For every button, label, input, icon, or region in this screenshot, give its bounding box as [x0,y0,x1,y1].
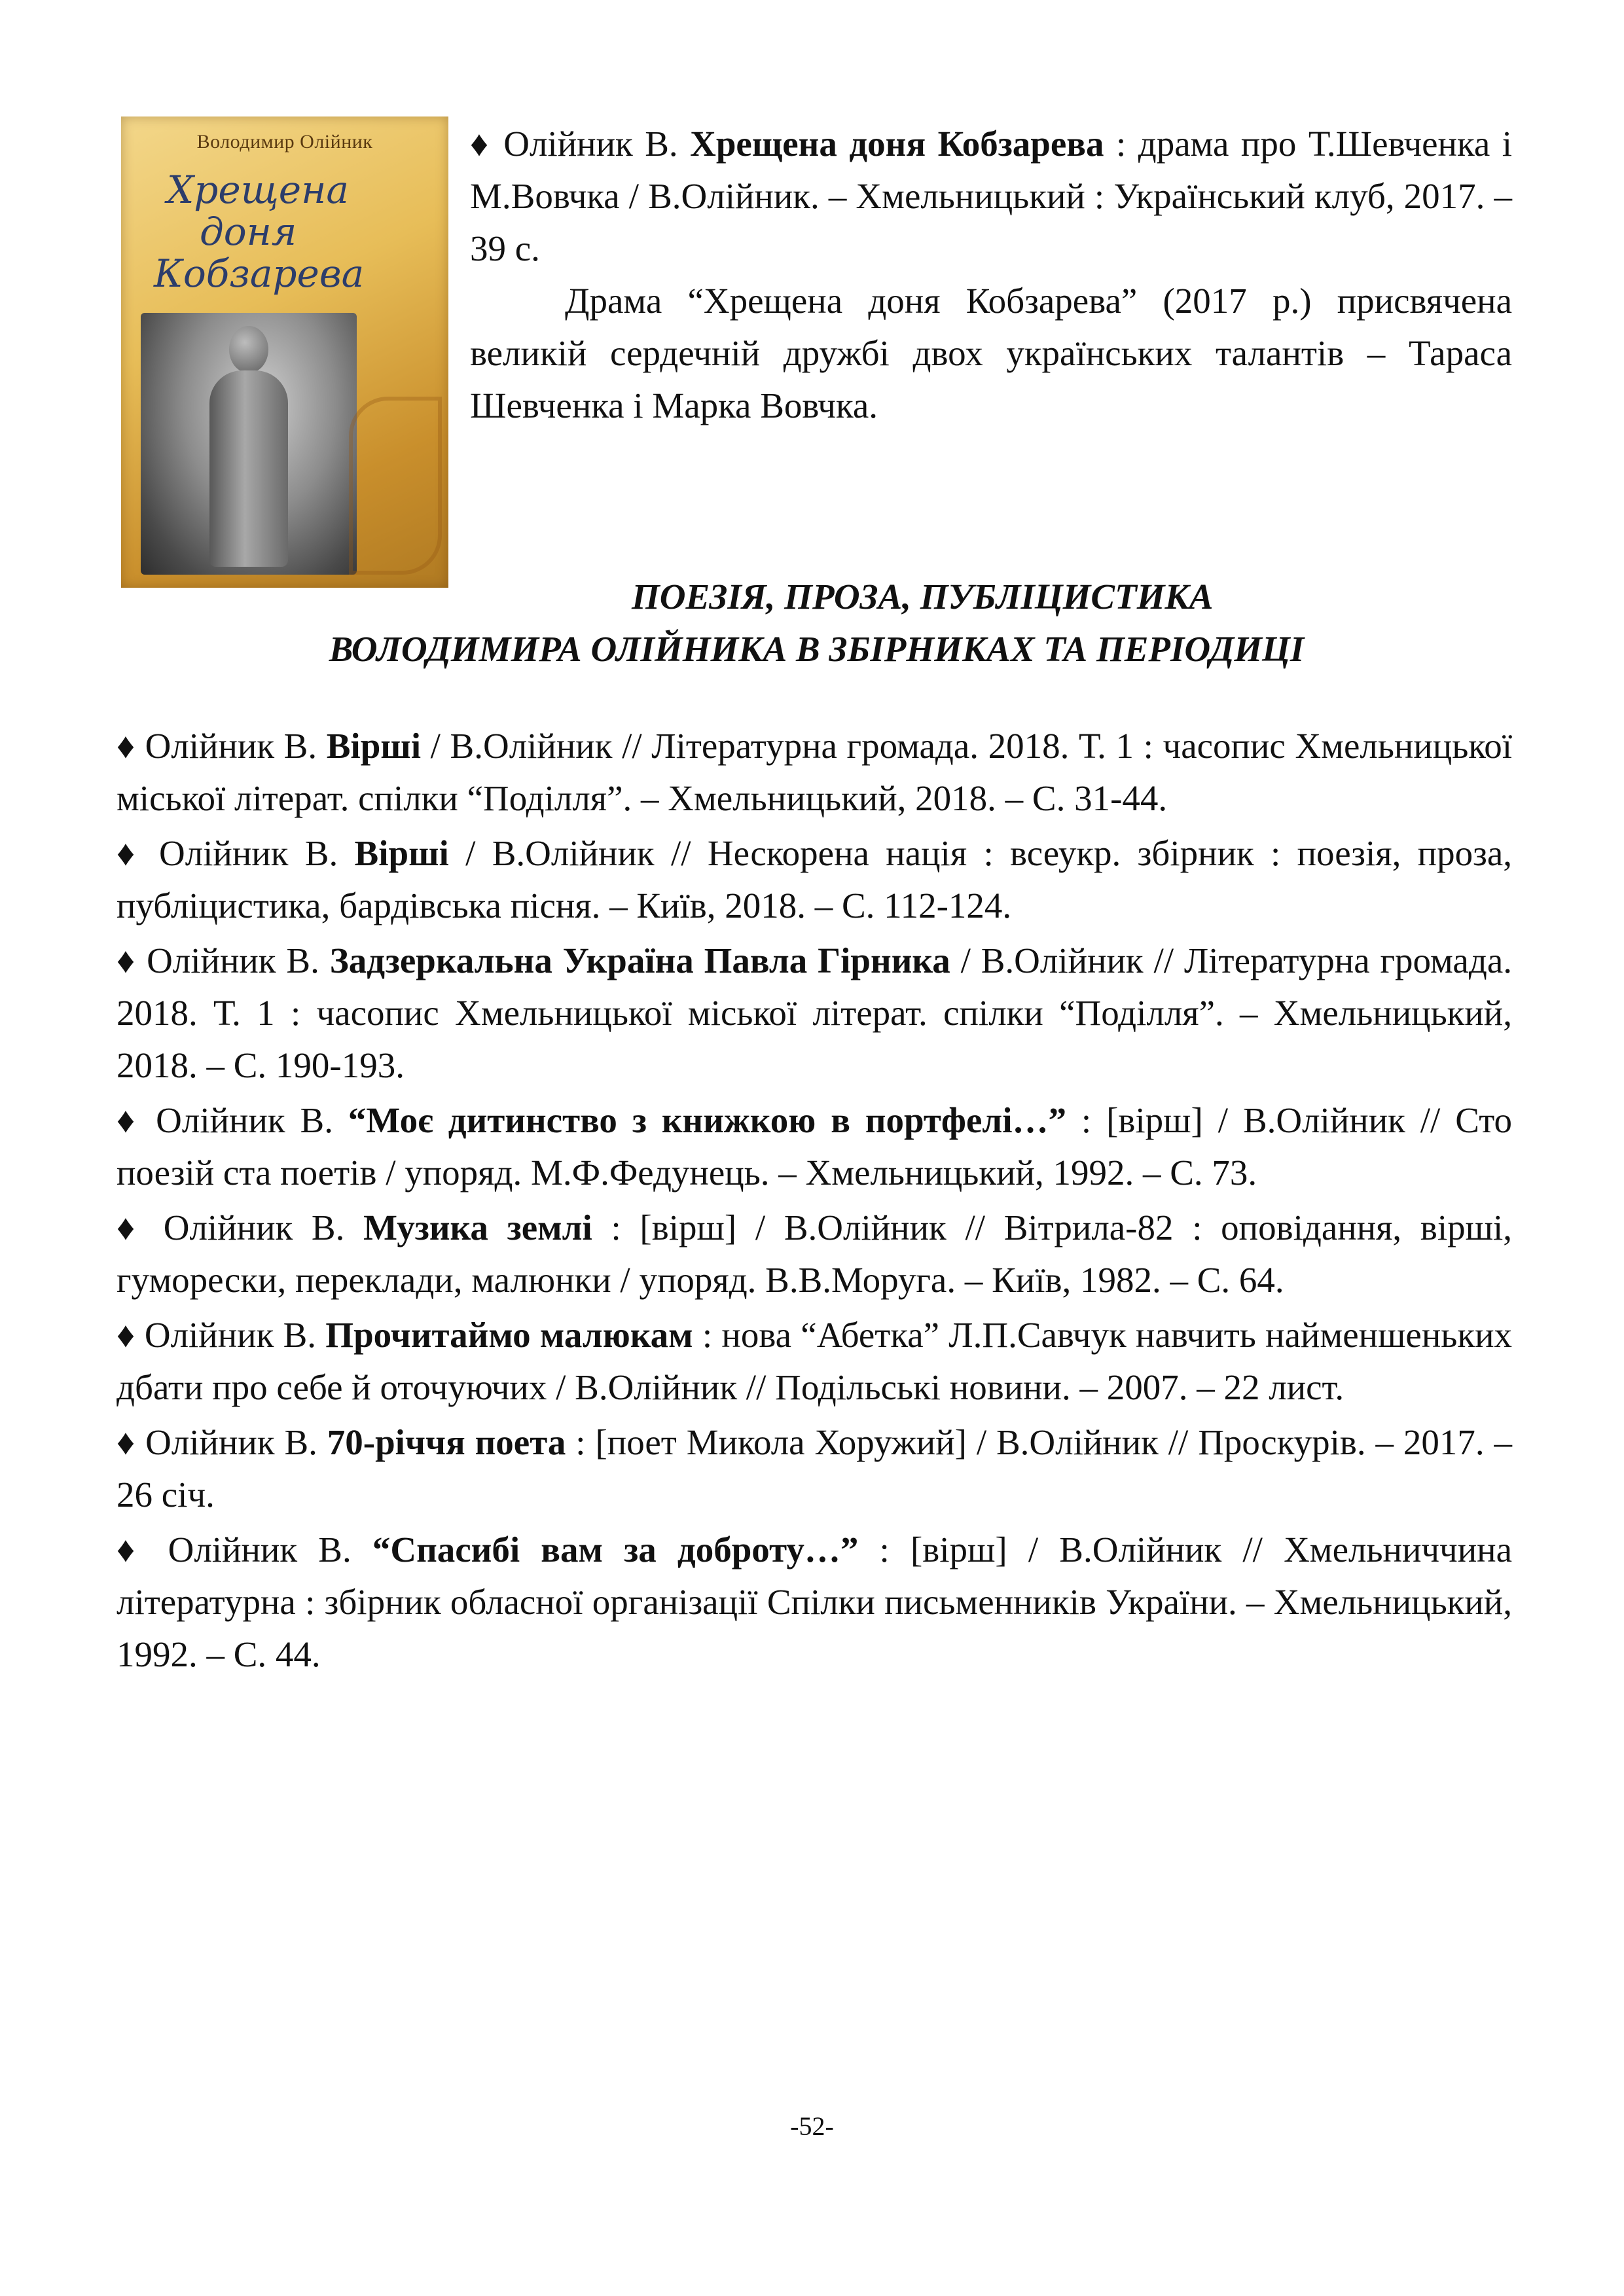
entry-author: Олійник В. [145,1422,317,1462]
section-heading-line2: ВОЛОДИМИРА ОЛІЙНИКА В ЗБІРНИКАХ ТА ПЕРІОДИЦІ [329,629,1305,669]
entry-title: “Моє дитинство з книжкою в портфелі…” [348,1100,1067,1140]
entry-details: : нова “Абетка” Л.П.Савчук навчить найменшеньких дбати про себе й оточуючих / В.Олійник // Подільські новини. – 2007. – 22 лист. [117,1315,1512,1407]
cover-title-line: Хрещена [167,168,349,212]
statue-body [209,370,288,567]
entry-marker: ♦ [117,833,143,873]
entry-marker: ♦ [117,941,137,980]
cover-ornament [349,397,442,575]
entry-title: “Спасибі вам за доброту…” [372,1530,859,1570]
bibliography-list [117,720,1512,1683]
entry-details: : драма про Т.Шевченка і М.Вовчка / В.Олійник. – Хмельницький : Український клуб, 2017. – 39 с. [470,124,1512,268]
entry-details: / В.Олійник // Літературна громада. 2018. Т. 1 : часопис Хмельницької міської літерат. спілки “Поділля”. – Хмельницький, 2018. – С. 31-44. [117,726,1512,818]
intro-citation [470,118,1512,275]
bibliography-entry [117,827,1512,932]
intro-entry [470,118,1512,432]
entry-title: 70-річчя поета [327,1422,566,1462]
entry-title: Музика землі [363,1208,592,1247]
entry-author: Олійник В. [147,941,319,980]
entry-details: : [вірш] / В.Олійник // Хмельниччина літературна : збірник обласної організації Спілки письменників України. – Хмельницький, 1992. – С. 44. [117,1530,1512,1674]
entry-title: Задзеркальна Україна Павла Гірника [329,941,950,980]
cover-title-line: доня [200,209,297,254]
entry-author: Олійник В. [145,726,317,766]
entry-author: Олійник В. [144,1315,317,1355]
bibliography-entry [117,720,1512,825]
entry-marker: ♦ [117,1315,135,1355]
entry-details: : [вірш] / В.Олійник // Сто поезій ста поетів / упоряд. М.Ф.Федунець. – Хмельницький, 1992. – С. 73. [117,1100,1513,1193]
entry-details: : [вірш] / В.Олійник // Вітрила-82 : оповідання, вірші, гуморески, переклади, малюнки / упоряд. В.В.Моруга. – Київ, 1982. – С. 64. [117,1208,1513,1300]
entry-marker: ♦ [117,726,135,766]
entry-marker: ♦ [117,1530,147,1570]
entry-author: Олійник В. [163,1208,345,1247]
cover-title-line: Кобзарева [154,251,365,296]
bibliography-entry [117,935,1512,1092]
bibliography-entry [117,1309,1512,1414]
entry-marker: ♦ [117,1422,136,1462]
book-cover-image [121,117,448,588]
entry-details: / В.Олійник // Літературна громада. 2018. Т. 1 : часопис Хмельницької міської літерат. спілки “Поділля”. – Хмельницький, 2018. – С. 190-193. [117,941,1512,1085]
cover-statue-photo [141,313,357,575]
entry-author: Олійник В. [503,124,678,164]
intro-description: Драма “Хрещена доня Кобзарева” (2017 р.) присвячена великій сердечній дружбі двох українських талантів – Тараса Шевченка і Марка Вовчка. [470,281,1512,425]
entry-details: : [поет Микола Хоружий] / В.Олійник // Проскурів. – 2017. – 26 січ. [117,1422,1513,1515]
section-heading-line1: ПОЕЗІЯ, ПРОЗА, ПУБЛІЦИСТИКА [632,577,1214,617]
entry-marker: ♦ [117,1100,141,1140]
bibliography-entry [117,1524,1512,1681]
statue-head [229,326,268,373]
entry-title: Вірші [354,833,449,873]
entry-author: Олійник В. [168,1530,352,1570]
bibliography-entry [117,1416,1512,1521]
entry-author: Олійник В. [158,833,338,873]
entry-title: Хрещена доня Кобзарева [690,124,1104,164]
section-heading [121,571,1512,675]
cover-title [147,169,435,295]
bibliography-entry [117,1094,1512,1199]
entry-title: Прочитаймо малюкам [325,1315,693,1355]
entry-author: Олійник В. [156,1100,333,1140]
page-number: -52- [790,2111,834,2141]
bibliography-entry [117,1202,1512,1306]
cover-author: Володимир Олійник [196,131,373,152]
entry-details: / В.Олійник // Нескорена нація : всеукр. збірник : поезія, проза, публіцистика, бардівська пісня. – Київ, 2018. – С. 112-124. [117,833,1513,925]
entry-marker: ♦ [470,124,492,164]
entry-marker: ♦ [117,1208,145,1247]
entry-title: Вірші [326,726,422,766]
